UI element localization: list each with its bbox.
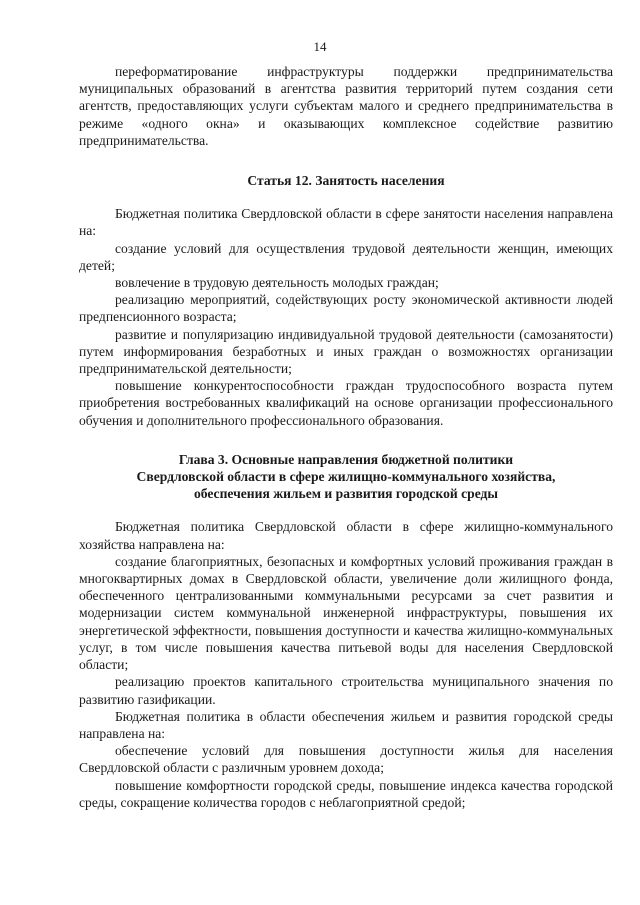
article-12-heading: Статья 12. Занятость населения <box>247 173 445 189</box>
employment-item: реализацию мероприятий, содействующих росту экономической активности людей предпенсионного возраста; <box>79 292 613 325</box>
housing-item: реализацию проектов капитального строительства муниципального значения по развитию газификации. <box>79 674 613 707</box>
page-content <box>79 63 613 811</box>
employment-item: создание условий для осуществления трудовой деятельности женщин, имеющих детей; <box>79 240 613 273</box>
employment-intro: Бюджетная политика Свердловской области в сфере занятости населения направлена на: <box>79 206 613 239</box>
employment-item: повышение конкурентоспособности граждан трудоспособного возраста путем приобретения востребованных квалификаций на основе организации профессионального обучения и дополнительного профессионального образования. <box>79 378 613 428</box>
employment-item: вовлечение в трудовую деятельность молодых граждан; <box>115 275 439 291</box>
housing-intro: Бюджетная политика Свердловской области в сфере жилищно-коммунального хозяйства направлена на: <box>79 519 613 552</box>
employment-item: развитие и популяризацию индивидуальной трудовой деятельности (самозанятости) путем информирования безработных и иных граждан о возможностях организации предпринимательской деятельности; <box>79 326 613 377</box>
chapter-3-heading-line: Свердловской области в сфере жилищно-коммунального хозяйства, <box>136 469 556 485</box>
paragraph-infrastructure: переформатирование инфраструктуры поддержки предпринимательства муниципальных образований в агентства развития территорий путем создания сети агентств, предоставляющих услуги субъектам малого и среднего предпринимательства в режиме «одного окна» и оказывающих комплексное содействие развитию предпринимательства. <box>79 64 613 148</box>
chapter-3-heading-line: Глава 3. Основные направления бюджетной политики <box>178 451 514 467</box>
chapter-3-heading-line: обеспечения жильем и развития городской среды <box>193 486 499 502</box>
housing-item: создание благоприятных, безопасных и комфортных условий проживания граждан в многоквартирных домах в Свердловской области, увеличение доли жилищного фонда, обеспеченного централизованными коммунальными ресурсами за счет развития и модернизации систем коммунальной инженерной инфраструктуры, повышения их энергетической эффектности, повышения доступности и качества жилищно-коммунальных услуг, в том числе повышения качества питьевой воды для населения Свердловской области; <box>79 553 613 673</box>
urban-intro: Бюджетная политика в области обеспечения жильем и развития городской среды направлена на: <box>79 708 613 741</box>
page-number: 14 <box>313 39 327 54</box>
urban-item: обеспечение условий для повышения доступности жилья для населения Свердловской области с различным уровнем дохода; <box>79 743 613 776</box>
urban-item: повышение комфортности городской среды, повышение индекса качества городской среды, сокращение количества городов с неблагоприятной средой; <box>79 777 613 810</box>
